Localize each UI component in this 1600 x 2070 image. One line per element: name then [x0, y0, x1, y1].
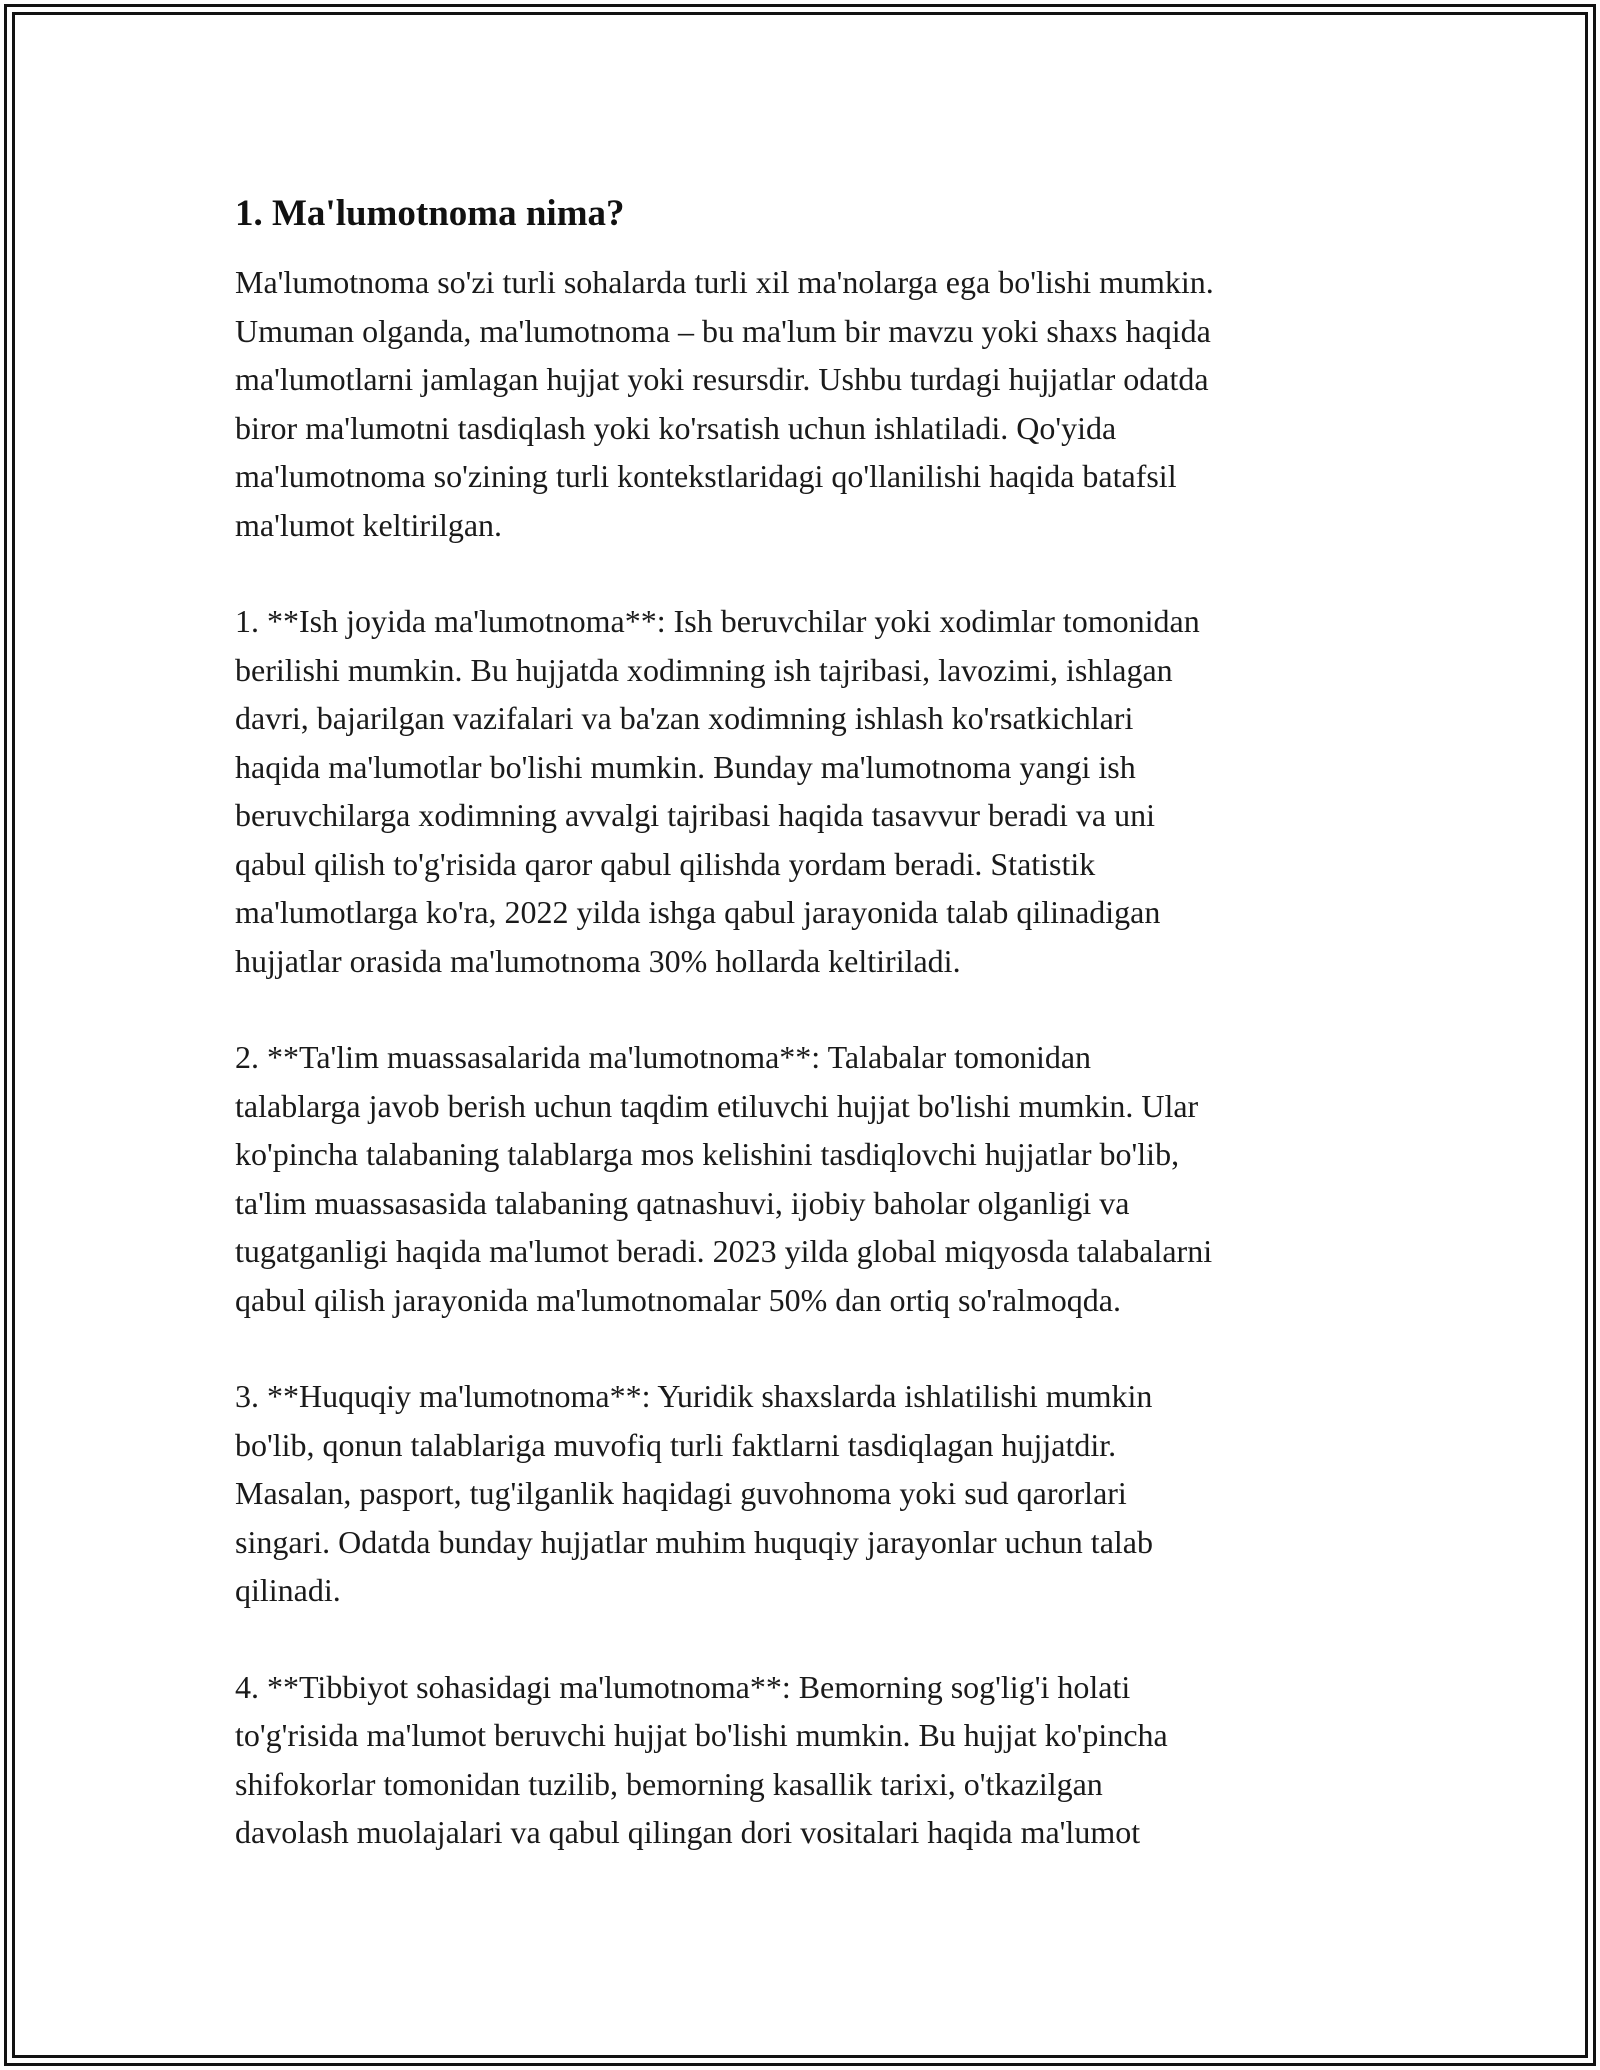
section-heading: 1. Ma'lumotnoma nima?: [235, 193, 625, 234]
paragraph-intro: Ma'lumotnoma so'zi turli sohalarda turli xil ma'nolarga ega bo'lishi mumkin. Umuman olganda, ma'lumotnoma – bu ma'lum bir mavzu yoki shaxs haqida ma'lumotlarni jamlagan hujjat yoki resursdir. Ushbu turdagi hujjatlar odatda biror ma'lumotni tasdiqlash yoki ko'rsatish uchun ishlatiladi. Qo'yida ma'lumotnoma so'zining turli kontekstlaridagi qo'llanilishi haqida batafsil ma'lumot keltirilgan.: [235, 264, 1214, 543]
document-body: [235, 188, 1375, 1857]
paragraph-item-3: 3. **Huquqiy ma'lumotnoma**: Yuridik shaxslarda ishlatilishi mumkin bo'lib, qonun talablariga muvofiq turli faktlarni tasdiqlagan hujjatdir. Masalan, pasport, tug'ilganlik haqidagi guvohnoma yoki sud qarorlari singari. Odatda bunday hujjatlar muhim huquqiy jarayonlar uchun talab qilinadi.: [235, 1378, 1153, 1608]
paragraph-item-4: 4. **Tibbiyot sohasidagi ma'lumotnoma**: Bemorning sog'lig'i holati to'g'risida ma'lumot beruvchi hujjat bo'lishi mumkin. Bu hujjat ko'pincha shifokorlar tomonidan tuzilib, bemorning kasallik tarixi, o'tkazilgan davolash muolajalari va qabul qilingan dori vositalari haqida ma'lumot: [235, 1668, 1168, 1850]
paragraph-item-1: 1. **Ish joyida ma'lumotnoma**: Ish beruvchilar yoki xodimlar tomonidan berilishi mumkin. Bu hujjatda xodimning ish tajribasi, lavozimi, ishlagan davri, bajarilgan vazifalari va ba'zan xodimning ishlash ko'rsatkichlari haqida ma'lumotlar bo'lishi mumkin. Bunday ma'lumotnoma yangi ish beruvchilarga xodimning avvalgi tajribasi haqida tasavvur beradi va uni qabul qilish to'g'risida qaror qabul qilishda yordam beradi. Statistik ma'lumotlarga ko'ra, 2022 yilda ishga qabul jarayonida talab qilinadigan hujjatlar orasida ma'lumotnoma 30% hollarda keltiriladi.: [235, 603, 1200, 979]
paragraph-item-2: 2. **Ta'lim muassasalarida ma'lumotnoma**: Talabalar tomonidan talablarga javob berish uchun taqdim etiluvchi hujjat bo'lishi mumkin. Ular ko'pincha talabaning talablarga mos kelishini tasdiqlovchi hujjatlar bo'lib, ta'lim muassasasida talabaning qatnashuvi, ijobiy baholar olganligi va tugatganligi haqida ma'lumot beradi. 2023 yilda global miqyosda talabalarni qabul qilish jarayonida ma'lumotnomalar 50% dan ortiq so'ralmoqda.: [235, 1039, 1213, 1318]
